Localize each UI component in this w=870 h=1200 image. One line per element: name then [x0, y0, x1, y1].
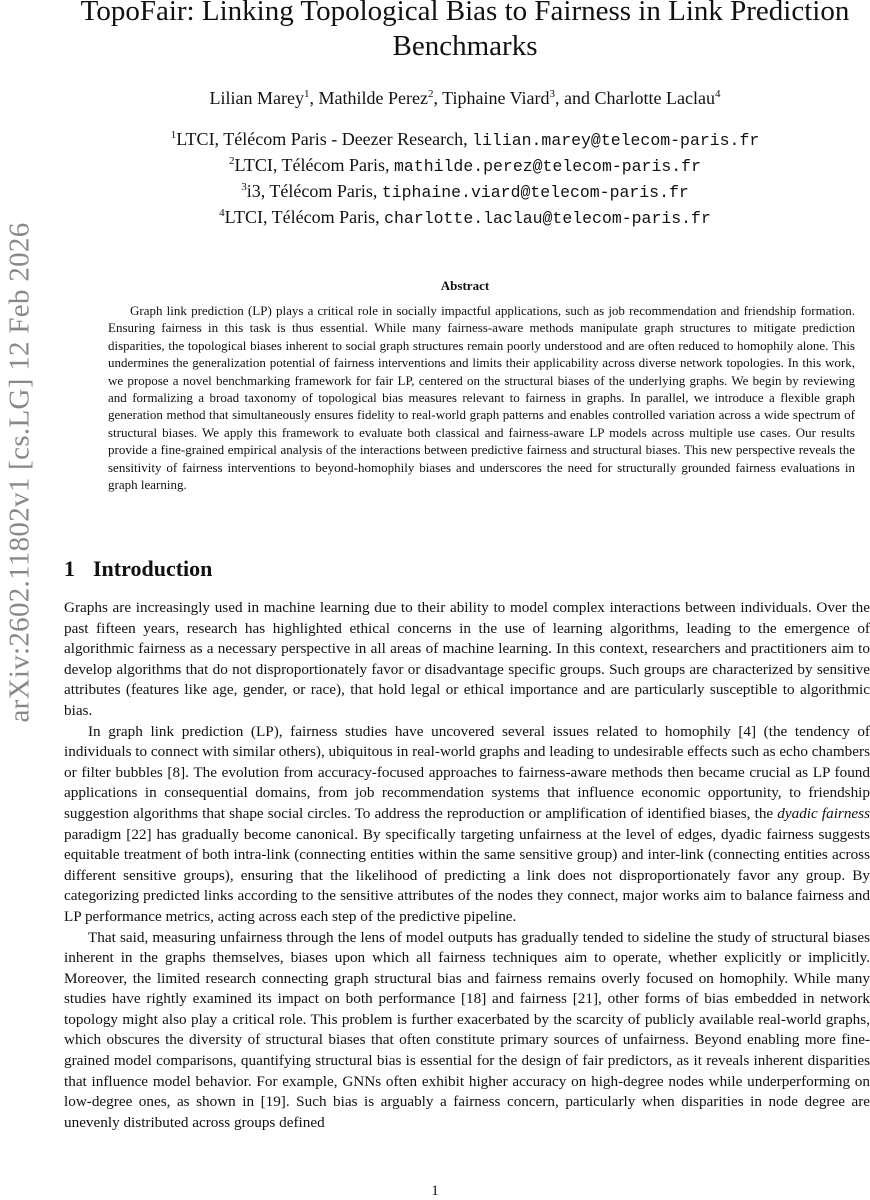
abstract-heading: Abstract	[440, 278, 490, 293]
intro-p2-text: In graph link prediction (LP), fairness studies have uncovered several issues related to homophily [4] (the tendency of individuals to connect with similar others), ubiquitous in real-world graphs and leading to undesirable effects such as echo chambers or filter bubbles [8]. The evolution from accuracy-focused approaches to fairness-aware methods then became crucial as LP found applications in consequential domains, from job recommendation systems that influence economic opportunity, to friendship suggestion algorithms that shape social circles. To address the reproduction or amplification of identified biases, the	[64, 722, 870, 822]
affiliation-mark: 3	[241, 181, 247, 193]
author-separator: ,	[433, 88, 443, 108]
affiliation-line	[60, 205, 870, 231]
abstract-text: Graph link prediction (LP) plays a critical role in socially impactful applications, such as job recommendation and friendship formation. Ensuring fairness in this task is thus essential. While many fairness-aware methods manipulate graph structures to mitigate prediction disparities, the topological biases inherent to social graph structures remain poorly understood and are often reduced to homophily alone. This undermines the generalization potential of fairness interventions and limits their applicability across diverse network topologies. In this work, we propose a novel benchmarking framework for fair LP, centered on the structural biases of the underlying graphs. We begin by reviewing and formalizing a broad taxonomy of topological bias measures relevant to fairness in graphs. In parallel, we introduce a flexible graph generation method that simultaneously ensures fidelity to real-world graph patterns and enables controlled variation across a wide spectrum of structural biases. We apply this framework to evaluate both classical and fairness-aware LP models across multiple use cases. Our results provide a fine-grained empirical analysis of the interactions between predictive fairness and structural biases. This new perspective reveals the sensitivity of fairness interventions to beyond-homophily biases and underscores the need for structurally grounded fairness evaluations in graph learning.	[108, 303, 855, 493]
author-name: Lilian Marey	[209, 88, 304, 108]
section-number: 1	[64, 556, 75, 581]
intro-p2-emphasis: dyadic fairness	[777, 804, 870, 822]
affiliation-org: i3, Télécom Paris,	[246, 181, 382, 201]
author-separator: , and	[555, 88, 595, 108]
author-affil-mark: 1	[303, 88, 310, 100]
affiliation-org: LTCI, Télécom Paris - Deezer Research,	[176, 129, 473, 149]
author-affil-mark: 3	[549, 88, 556, 100]
affiliation-email[interactable]: mathilde.perez@telecom-paris.fr	[394, 157, 701, 176]
affiliation-mark: 2	[229, 155, 235, 167]
paper-title: TopoFair: Linking Topological Bias to Fairness in Link Prediction Benchmarks	[80, 0, 850, 62]
intro-p2-text: paradigm [22] has gradually become canonical. By specifically targeting unfairness at the level of edges, dyadic fairness suggests equitable treatment of both intra-link (connecting entities within the same sensitive group) and inter-link (connecting entities across different sensitive groups), ensuring that the likelihood of predicting a link does not disproportionately favor any group. By categorizing predicted links according to the sensitive attributes of the nodes they connect, major works aim to balance fairness and LP performance metrics, acting across each step of the predictive pipeline.	[64, 825, 870, 925]
author-affil-mark: 2	[427, 88, 434, 100]
author-separator: ,	[309, 88, 319, 108]
affiliation-line	[60, 127, 870, 153]
intro-paragraph-1: Graphs are increasingly used in machine learning due to their ability to model complex interactions between individuals. Over the past fifteen years, research has highlighted ethical concerns in the use of learning algorithms, leading to the emergence of algorithmic fairness as a necessary perspective in all areas of machine learning. In this context, researchers and practitioners aim to develop algorithms that do not disproportionately favor or disadvantage specific groups. Such groups are characterized by sensitive attributes (features like age, gender, or race), that hold legal or ethical importance and are particularly susceptible to algorithmic bias.	[64, 599, 870, 719]
author-list	[60, 86, 870, 110]
page-number: 1	[431, 1183, 439, 1199]
affiliation-line	[60, 179, 870, 205]
arxiv-stamp-text[interactable]: arXiv:2602.11802v1 [cs.LG] 12 Feb 2026	[3, 221, 36, 723]
intro-paragraph-2	[64, 722, 870, 928]
affiliation-email[interactable]: tiphaine.viard@telecom-paris.fr	[381, 183, 689, 202]
author-affil-mark: 4	[715, 88, 721, 100]
affiliation-mark: 1	[170, 129, 177, 141]
affiliation-org: LTCI, Télécom Paris,	[224, 207, 385, 227]
section-title: Introduction	[93, 556, 213, 581]
arxiv-stamp	[2, 221, 38, 723]
affiliation-email[interactable]: charlotte.laclau@telecom-paris.fr	[384, 209, 711, 228]
affiliation-mark: 4	[219, 207, 225, 219]
affiliation-org: LTCI, Télécom Paris,	[234, 155, 395, 175]
affiliation-email[interactable]: lilian.marey@telecom-paris.fr	[472, 131, 760, 150]
author-name: Mathilde Perez	[318, 88, 428, 108]
author-name: Tiphaine Viard	[442, 88, 550, 108]
intro-paragraph-3: That said, measuring unfairness through the lens of model outputs has gradually tended to sideline the study of structural biases inherent in the graphs themselves, biases upon which all fairness techniques aim to operate, whether explicitly or implicitly. Moreover, the limited research connecting graph structural bias and fairness remains overly focused on homophily. While many studies have rightly examined its impact on both performance [18] and fairness [21], other forms of bias embedded in network topology might also play a critical role. This problem is further exacerbated by the scarcity of publicly available real-world graphs, which obscures the diversity of structural biases that often constitute primary sources of unfairness. Beyond enabling more fine-grained model comparisons, quantifying structural bias is essential for the design of fair predictors, as it reveals inherent disparities that influence model behavior. For example, GNNs often exhibit higher accuracy on high-degree nodes while underperforming on low-degree ones, as shown in [19]. Such bias is arguably a fairness concern, particularly when disparities in node degree are unevenly distributed across groups defined	[64, 928, 870, 1131]
affiliation-list	[60, 127, 870, 231]
affiliation-line	[60, 153, 870, 179]
section-heading	[64, 556, 212, 582]
author-name: Charlotte Laclau	[594, 88, 715, 108]
introduction-body	[64, 598, 870, 1133]
